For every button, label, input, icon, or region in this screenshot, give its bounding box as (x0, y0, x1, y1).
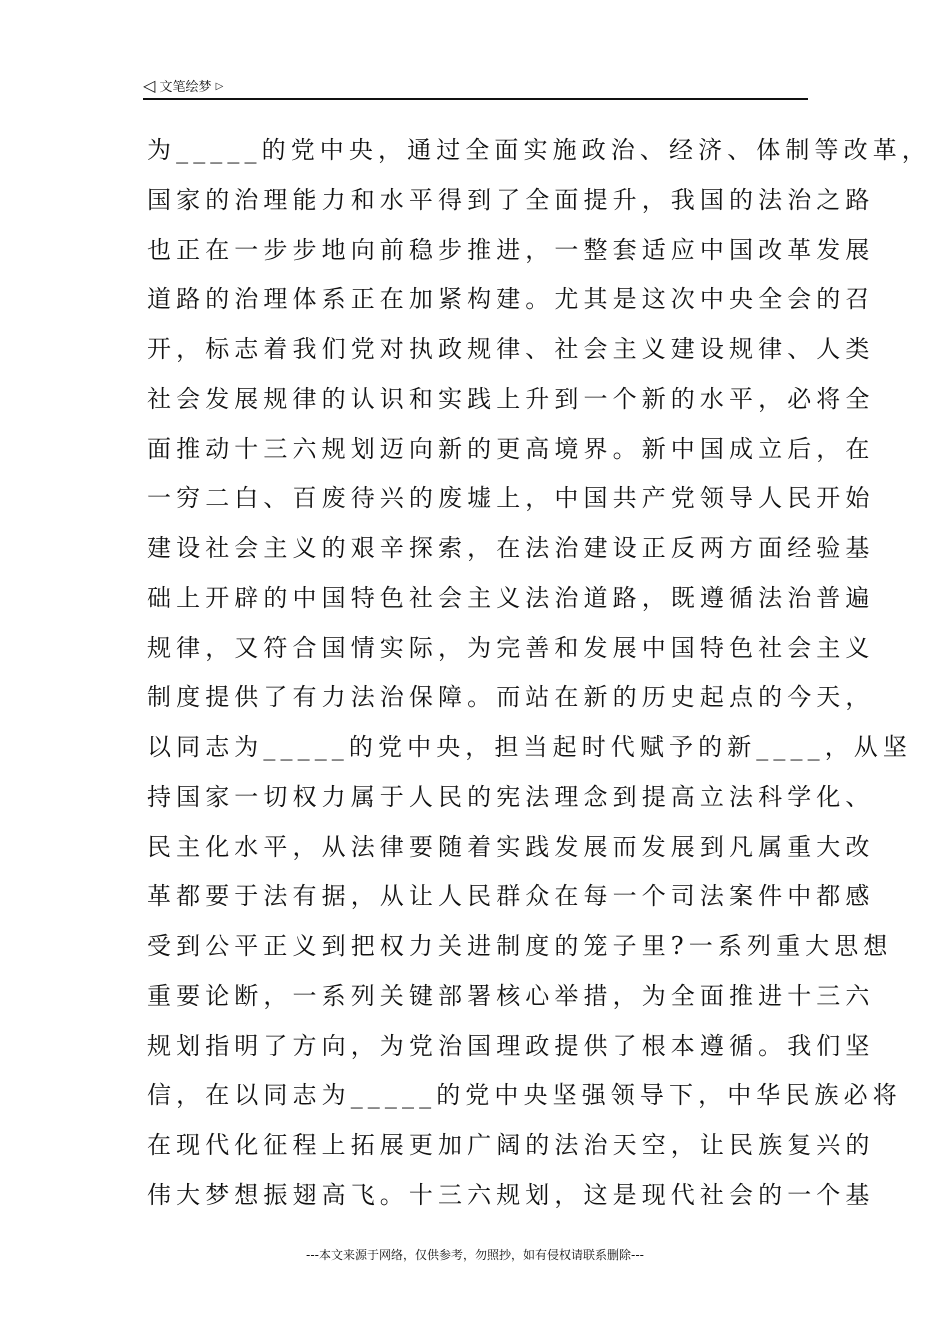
text-line: 国家的治理能力和水平得到了全面提升，我国的法治之路 (147, 185, 875, 214)
text-line: 社会发展规律的认识和实践上升到一个新的水平，必将全 (147, 384, 875, 413)
text-line: 信，在以同志为_____的党中央坚强领导下，中华民族必将 (147, 1081, 902, 1110)
text-line: 道路的治理体系正在加紧构建。尤其是这次中央全会的召 (147, 285, 875, 314)
text-line: 以同志为_____的党中央，担当起时代赋予的新____，从坚 (147, 733, 912, 761)
document-body (147, 132, 931, 1227)
text-line: 重要论断，一系列关键部署核心举措，为全面推进十三六 (147, 981, 875, 1010)
text-line: 为_____的党中央，通过全面实施政治、经济、体制等改革， (147, 136, 931, 164)
text-line: 面推动十三六规划迈向新的更高境界。新中国成立后，在 (147, 434, 875, 463)
text-line: 开，标志着我们党对执政规律、社会主义建设规律、人类 (147, 335, 875, 363)
text-line: 一穷二白、百废待兴的废墟上，中国共产党领导人民开始 (147, 484, 875, 513)
text-line: 受到公平正义到把权力关进制度的笼子里?一系列重大思想 (147, 932, 893, 960)
left-triangle-icon: ◁ (143, 76, 156, 95)
header-brand (143, 76, 223, 95)
right-triangle-icon: ▷ (215, 81, 224, 92)
footer-disclaimer: ---本文来源于网络，仅供参考，勿照抄，如有侵权请联系删除--- (306, 1248, 644, 1262)
text-line: 革都要于法有据，从让人民群众在每一个司法案件中都感 (147, 882, 875, 911)
text-line: 在现代化征程上拓展更加广阔的法治天空，让民族复兴的 (147, 1131, 875, 1159)
text-line: 规划指明了方向，为党治国理政提供了根本遵循。我们坚 (147, 1031, 875, 1060)
text-line: 础上开辟的中国特色社会主义法治道路，既遵循法治普遍 (147, 583, 875, 612)
text-line: 也正在一步步地向前稳步推进，一整套适应中国改革发展 (147, 235, 875, 264)
text-line: 伟大梦想振翅高飞。十三六规划，这是现代社会的一个基 (147, 1180, 875, 1209)
text-line: 制度提供了有力法治保障。而站在新的历史起点的今天， (147, 683, 875, 712)
text-line: 规律，又符合国情实际，为完善和发展中国特色社会主义 (147, 633, 875, 662)
page-header (143, 74, 808, 100)
text-line: 持国家一切权力属于人民的宪法理念到提高立法科学化、 (147, 782, 875, 811)
text-line: 建设社会主义的艰辛探索，在法治建设正反两方面经验基 (147, 534, 875, 562)
brand-name: 文笔绘梦 (159, 80, 212, 95)
text-line: 民主化水平，从法律要随着实践发展而发展到凡属重大改 (147, 832, 875, 861)
